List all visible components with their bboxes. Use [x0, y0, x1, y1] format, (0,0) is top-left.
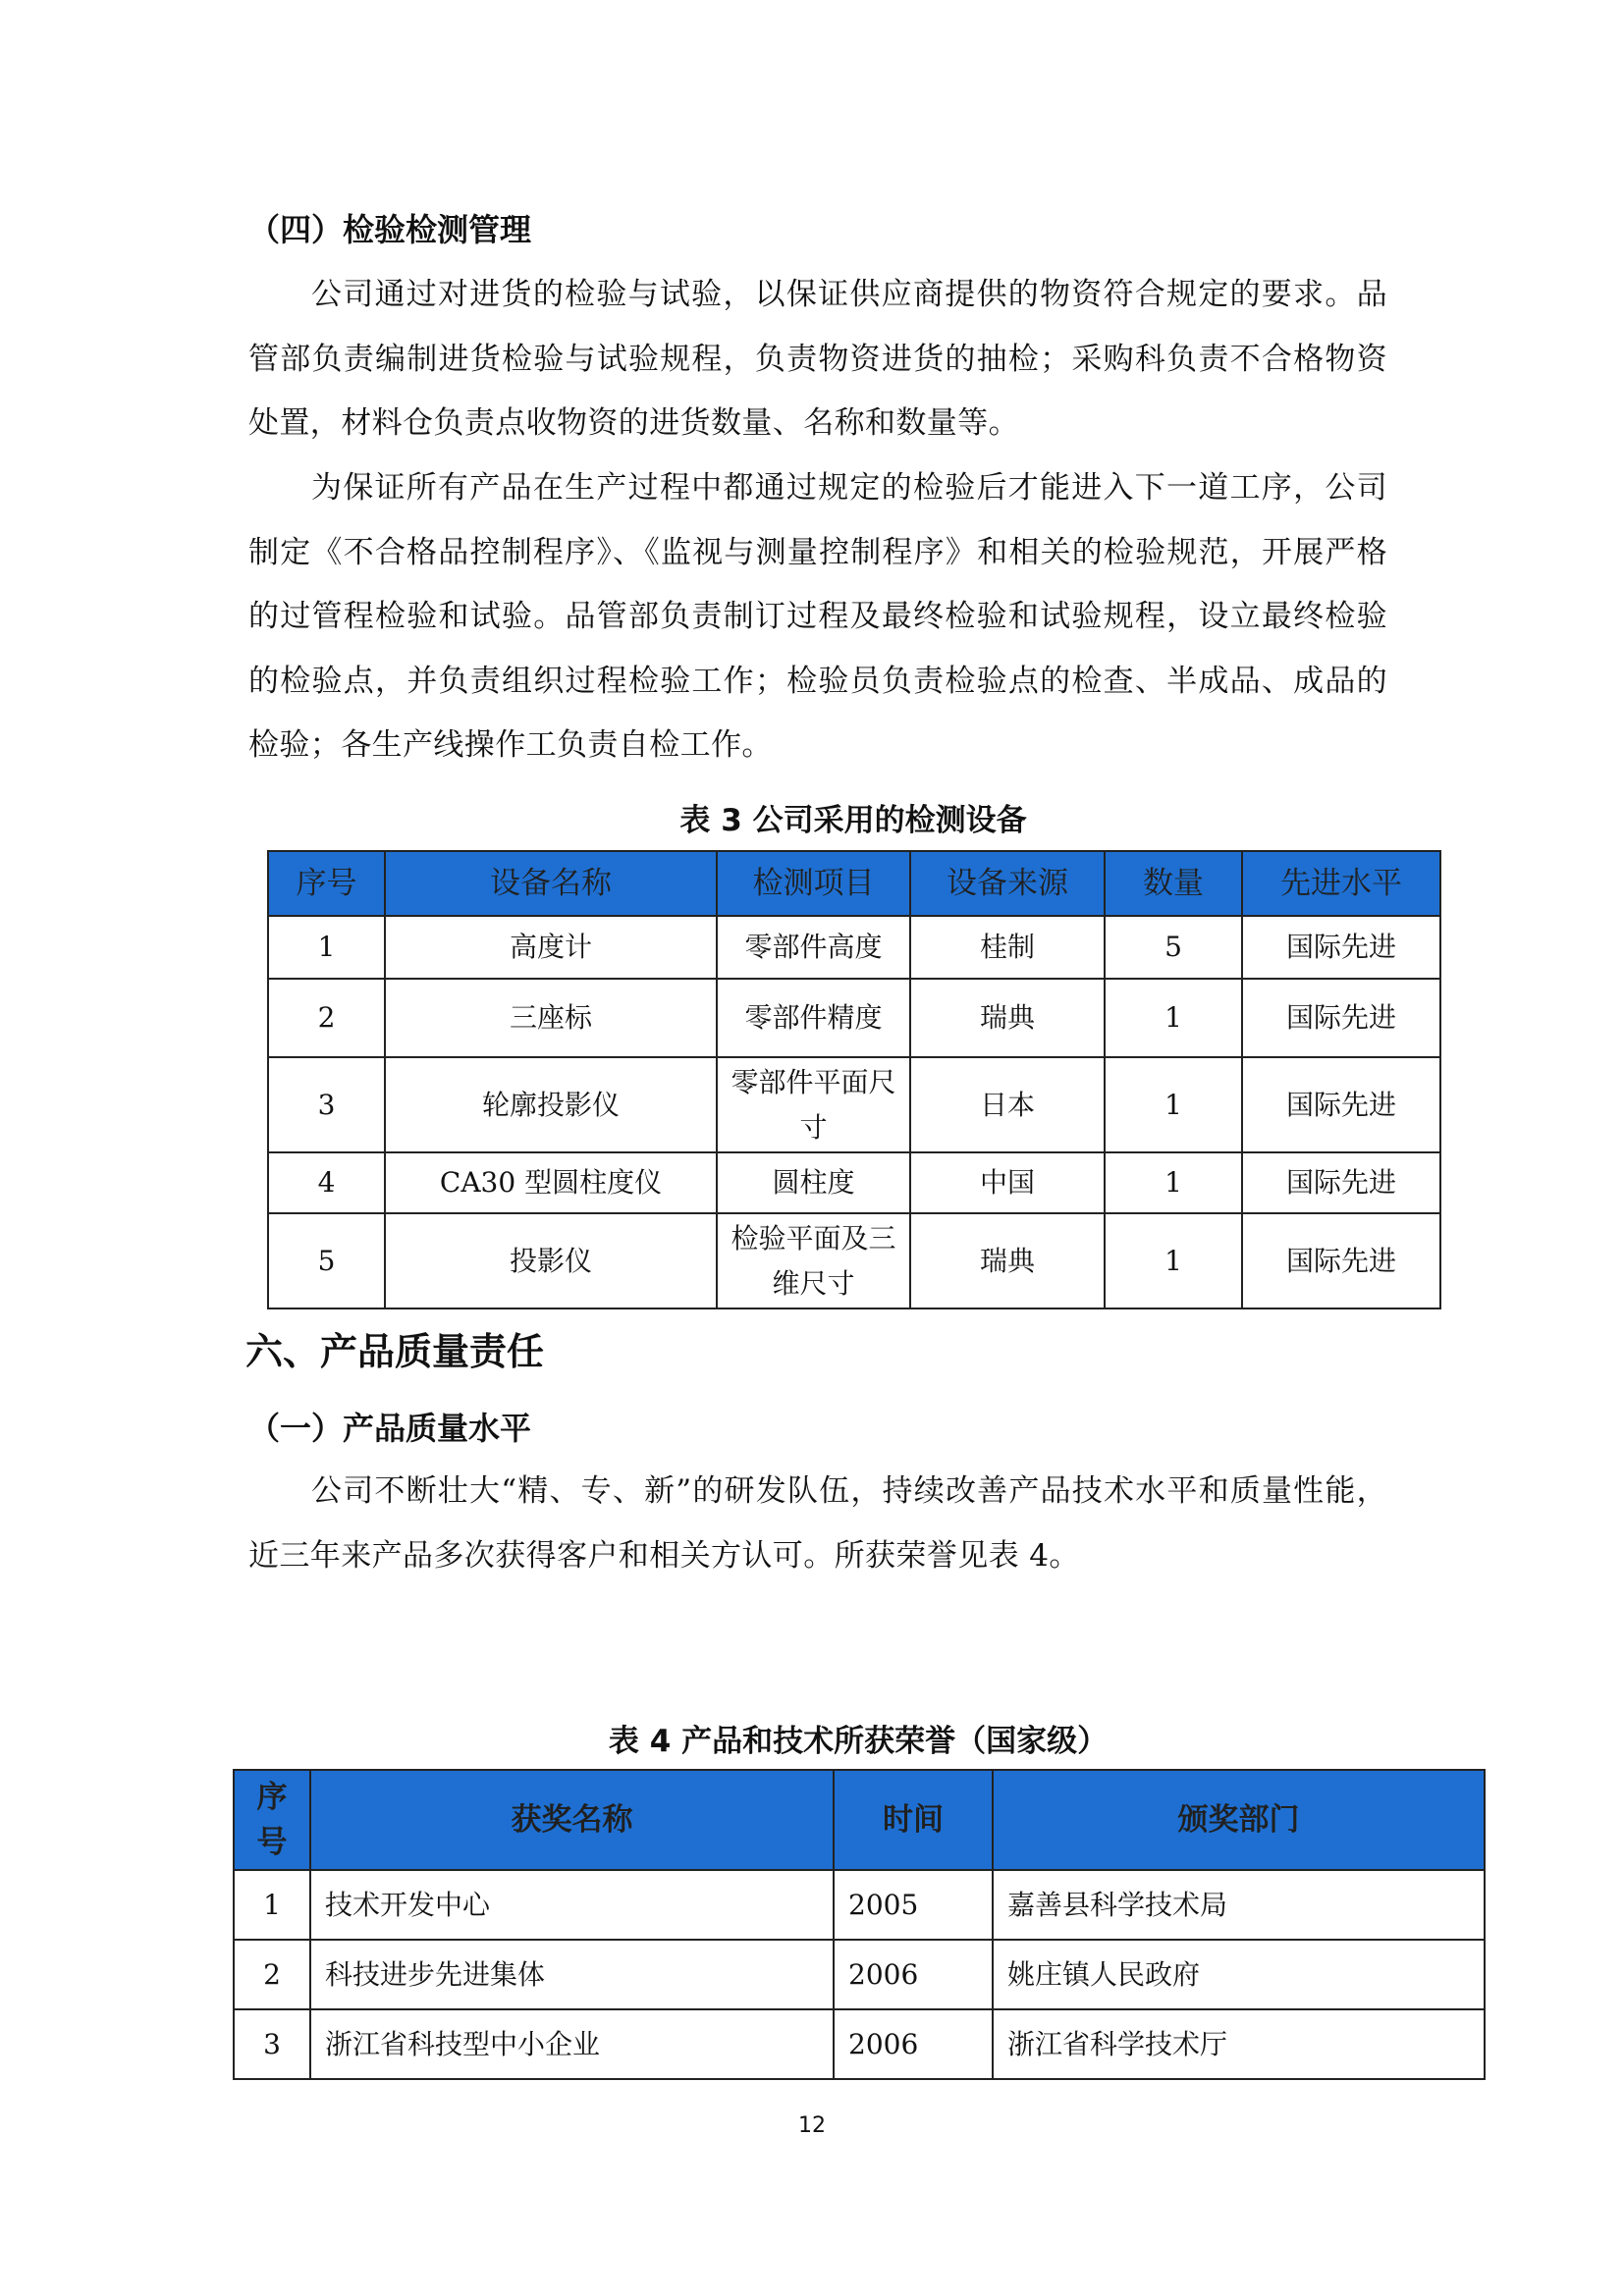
table-cell: 1 — [1105, 1213, 1242, 1308]
table-cell: 零部件平面尺寸 — [717, 1057, 910, 1152]
table-row — [268, 979, 1440, 1057]
table-cell: 零部件高度 — [717, 916, 910, 979]
table-3-header-cell: 先进水平 — [1242, 851, 1440, 916]
table-cell: 零部件精度 — [717, 979, 910, 1057]
table-cell: CA30 型圆柱度仪 — [385, 1152, 717, 1213]
table-cell: 桂制 — [910, 916, 1105, 979]
table-cell: 5 — [1105, 916, 1242, 979]
table-cell: 国际先进 — [1242, 1152, 1440, 1213]
table-cell: 中国 — [910, 1152, 1105, 1213]
table-4-header-cell: 时间 — [834, 1770, 993, 1870]
table-cell: 投影仪 — [385, 1213, 717, 1308]
table-4-caption: 表 4 产品和技术所获荣誉（国家级） — [608, 1724, 1109, 1759]
section-4-heading: （四）检验检测管理 — [248, 211, 532, 248]
table-cell: 国际先进 — [1242, 1057, 1440, 1152]
table-cell: 1 — [1105, 1152, 1242, 1213]
table-row — [234, 2009, 1485, 2079]
table-cell: 浙江省科学技术厅 — [993, 2009, 1485, 2079]
table-cell: 高度计 — [385, 916, 717, 979]
table-cell: 技术开发中心 — [310, 1870, 834, 1940]
table-3 — [267, 850, 1441, 1309]
section-4-paragraph-1: 公司通过对进货的检验与试验，以保证供应商提供的物资符合规定的要求。品管部负责编制进货检验与试验规程，负责物资进货的抽检；采购科负责不合格物资处置，材料仓负责点收物资的进货数量、名称和数量等。 — [248, 277, 1387, 441]
table-cell: 国际先进 — [1242, 979, 1440, 1057]
table-4-header-row — [234, 1770, 1485, 1870]
table-3-header-cell: 设备名称 — [385, 851, 717, 916]
table-cell: 5 — [268, 1213, 385, 1308]
table-3-header-cell: 设备来源 — [910, 851, 1105, 916]
table-cell: 嘉善县科学技术局 — [993, 1870, 1485, 1940]
table-4 — [233, 1769, 1486, 2080]
table-cell: 国际先进 — [1242, 1213, 1440, 1308]
table-row — [268, 1152, 1440, 1213]
section-6-heading: 六、产品质量责任 — [245, 1330, 545, 1373]
table-cell: 2006 — [834, 1940, 993, 2009]
table-cell: 3 — [268, 1057, 385, 1152]
table-cell: 日本 — [910, 1057, 1105, 1152]
table-row — [234, 1870, 1485, 1940]
table-cell: 科技进步先进集体 — [310, 1940, 834, 2009]
table-cell: 1 — [234, 1870, 310, 1940]
table-row — [268, 1213, 1440, 1308]
table-3-caption: 表 3 公司采用的检测设备 — [679, 803, 1027, 838]
table-cell: 姚庄镇人民政府 — [993, 1940, 1485, 2009]
table-cell: 2 — [234, 1940, 310, 2009]
table-cell: 1 — [1105, 1057, 1242, 1152]
table-4-header-cell: 序号 — [234, 1770, 310, 1870]
page-number: 12 — [798, 2113, 826, 2138]
table-cell: 检验平面及三维尺寸 — [717, 1213, 910, 1308]
table-cell: 2005 — [834, 1870, 993, 1940]
table-cell: 3 — [234, 2009, 310, 2079]
table-cell: 圆柱度 — [717, 1152, 910, 1213]
section-4-paragraph-2: 为保证所有产品在生产过程中都通过规定的检验后才能进入下一道工序，公司制定《不合格品控制程序》、《监视与测量控制程序》和相关的检验规范，开展严格的过管程检验和试验。品管部负责制订过程及最终检验和试验规程，设立最终检验的检验点，并负责组织过程检验工作；检验员负责检验点的检查、半成品、成品的检验；各生产线操作工负责自检工作。 — [248, 470, 1387, 763]
table-cell: 2 — [268, 979, 385, 1057]
section-6-1-heading: （一）产品质量水平 — [248, 1410, 532, 1447]
table-cell: 国际先进 — [1242, 916, 1440, 979]
table-row — [268, 1057, 1440, 1152]
table-3-header-cell: 序号 — [268, 851, 385, 916]
table-cell: 瑞典 — [910, 1213, 1105, 1308]
table-4-header-cell: 颁奖部门 — [993, 1770, 1485, 1870]
table-3-header-cell: 检测项目 — [717, 851, 910, 916]
table-cell: 轮廓投影仪 — [385, 1057, 717, 1152]
table-cell: 三座标 — [385, 979, 717, 1057]
table-row — [234, 1940, 1485, 2009]
table-cell: 瑞典 — [910, 979, 1105, 1057]
section-6-1-paragraph: 公司不断壮大“精、专、新”的研发队伍，持续改善产品技术水平和质量性能，近三年来产品多次获得客户和相关方认可。所获荣誉见表 4。 — [248, 1473, 1387, 1574]
table-row — [268, 916, 1440, 979]
table-3-header-cell: 数量 — [1105, 851, 1242, 916]
table-cell: 2006 — [834, 2009, 993, 2079]
table-cell: 浙江省科技型中小企业 — [310, 2009, 834, 2079]
table-3-header-row — [268, 851, 1440, 916]
table-cell: 4 — [268, 1152, 385, 1213]
table-cell: 1 — [1105, 979, 1242, 1057]
table-cell: 1 — [268, 916, 385, 979]
table-4-header-cell: 获奖名称 — [310, 1770, 834, 1870]
